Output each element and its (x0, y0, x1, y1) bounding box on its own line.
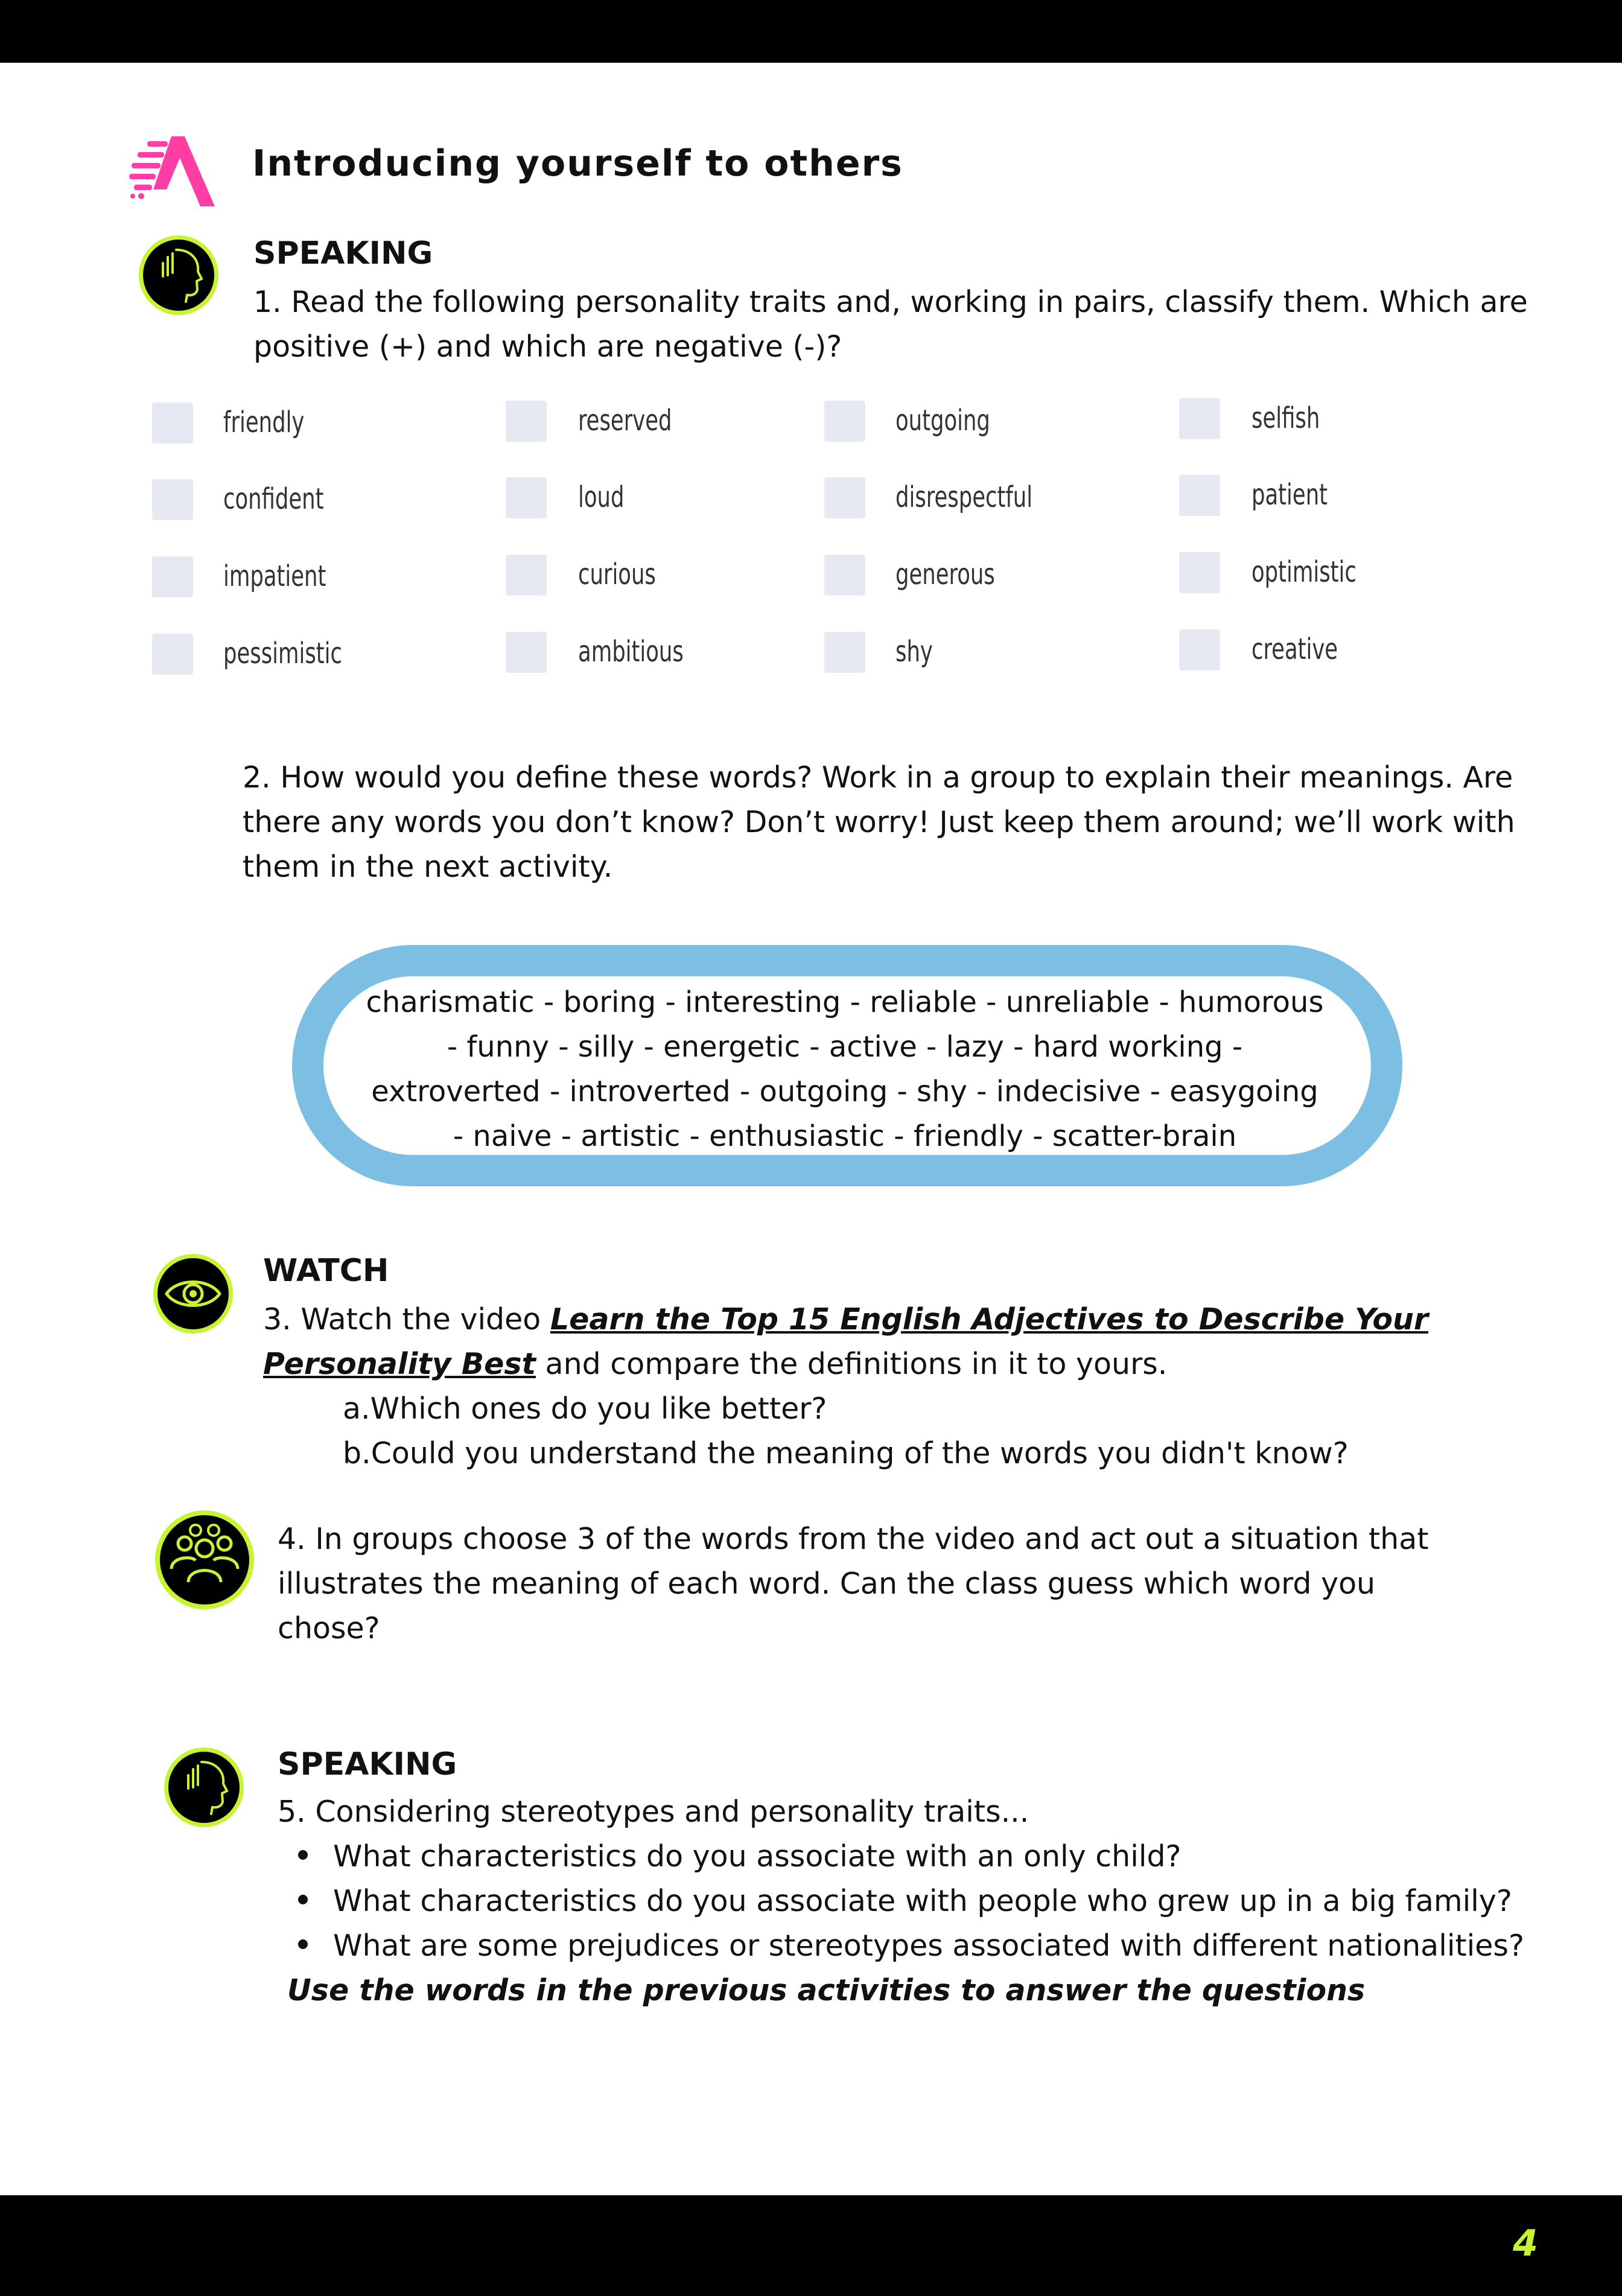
group-people-icon (153, 1509, 256, 1611)
trait-label: loud (578, 480, 625, 514)
list-text-b: Could you understand the meaning of the words you didn't know? (371, 1436, 1349, 1471)
trait-checkbox[interactable] (824, 555, 865, 596)
trait-label: outgoing (895, 404, 990, 437)
bottom-bar (0, 2195, 1622, 2296)
trait-label: generous (895, 558, 995, 591)
question-3-line-1 (263, 1297, 1428, 1342)
question-3-suffix: and compare the definitions in it to yours. (535, 1347, 1168, 1381)
list-marker-a: a. (343, 1391, 371, 1426)
trait-checkbox[interactable] (824, 401, 865, 442)
trait-label: impatient (223, 559, 326, 593)
trait-label: reserved (578, 404, 672, 437)
trait-checkbox[interactable] (506, 401, 547, 442)
list-text-a: Which ones do you like better? (370, 1391, 827, 1426)
trait-checkbox[interactable] (1179, 629, 1220, 670)
eye-icon (151, 1251, 235, 1336)
page-number: 4 (1513, 2222, 1538, 2265)
top-bar (0, 0, 1622, 63)
trait-checkbox[interactable] (506, 632, 547, 673)
word-bank-line: - funny - silly - energetic - active - lazy - hard working - (447, 1030, 1243, 1064)
question-4-line-1: 4. In groups choose 3 of the words from the video and act out a situation that (278, 1522, 1429, 1556)
question-2-line-1: 2. How would you define these words? Work in a group to explain their meanings. Are (243, 760, 1513, 795)
trait-label: selfish (1251, 401, 1320, 435)
question-5-intro: 5. Considering stereotypes and personality traits... (278, 1795, 1029, 1829)
trait-label: optimistic (1251, 555, 1356, 589)
question-2-line-2: there any words you don’t know? Don’t worry! Just keep them around; we’ll work with (243, 805, 1515, 839)
trait-checkbox[interactable] (152, 479, 193, 520)
question-3-prefix: 3. Watch the video (263, 1302, 550, 1337)
bullet-item: What are some prejudices or stereotypes associated with different nationalities? (333, 1929, 1524, 1963)
trait-checkbox[interactable] (152, 556, 193, 597)
list-marker-b: b. (343, 1436, 371, 1471)
letter-a-logo-icon (129, 132, 220, 210)
video-link-continued[interactable]: Personality Best (263, 1347, 536, 1381)
question-1-line-1: 1. Read the following personality traits and, working in pairs, classify them. Which are (253, 285, 1528, 319)
list-item-a (343, 1387, 827, 1431)
trait-checkbox[interactable] (824, 477, 865, 518)
speaking-heading: SPEAKING (253, 235, 433, 272)
question-2-line-3: them in the next activity. (243, 850, 613, 884)
trait-label: confident (223, 482, 324, 516)
list-item-b (343, 1431, 1349, 1476)
trait-checkbox[interactable] (506, 477, 547, 518)
trait-label: friendly (223, 405, 305, 439)
word-bank-line: - naive - artistic - enthusiastic - friendly - scatter-brain (453, 1119, 1237, 1153)
word-bank-line: extroverted - introverted - outgoing - shy - indecisive - easygoing (371, 1075, 1318, 1108)
bullet-item: What characteristics do you associate with people who grew up in a big family? (333, 1884, 1512, 1918)
bullet-dot (298, 1850, 308, 1860)
video-link[interactable]: Learn the Top 15 English Adjectives to Describe Your (550, 1302, 1429, 1337)
trait-checkbox[interactable] (1179, 398, 1220, 439)
trait-checkbox[interactable] (1179, 552, 1220, 593)
trait-label: ambitious (578, 635, 684, 669)
trait-checkbox[interactable] (152, 402, 193, 444)
question-4-line-3: chose? (278, 1611, 380, 1646)
trait-checkbox[interactable] (506, 555, 547, 596)
word-bank (338, 980, 1352, 1159)
trait-label: disrespectful (895, 480, 1033, 514)
speaking-head-icon (162, 1745, 246, 1830)
question-1-line-2: positive (+) and which are negative (-)? (253, 329, 842, 364)
trait-checkbox[interactable] (152, 634, 193, 675)
watch-heading: WATCH (263, 1253, 389, 1289)
speaking-head-icon (136, 233, 221, 317)
trait-checkbox[interactable] (1179, 475, 1220, 516)
trait-label: creative (1251, 632, 1338, 666)
question-3-line-2 (263, 1342, 1167, 1387)
speaking-heading: SPEAKING (278, 1746, 457, 1782)
answer-instruction: Use the words in the previous activities to answer the questions (287, 1973, 1366, 2008)
page-title: Introducing yourself to others (252, 142, 903, 185)
trait-label: curious (578, 558, 656, 591)
question-4-line-2: illustrates the meaning of each word. Can the class guess which word you (278, 1566, 1376, 1601)
word-bank-line: charismatic - boring - interesting - reliable - unreliable - humorous (366, 985, 1324, 1019)
trait-label: pessimistic (223, 637, 342, 670)
trait-checkbox[interactable] (824, 632, 865, 673)
bullet-item: What characteristics do you associate with an only child? (333, 1839, 1182, 1874)
trait-label: patient (1251, 478, 1328, 512)
bullet-dot (298, 1939, 308, 1949)
bullet-dot (298, 1895, 308, 1904)
trait-label: shy (895, 635, 933, 669)
